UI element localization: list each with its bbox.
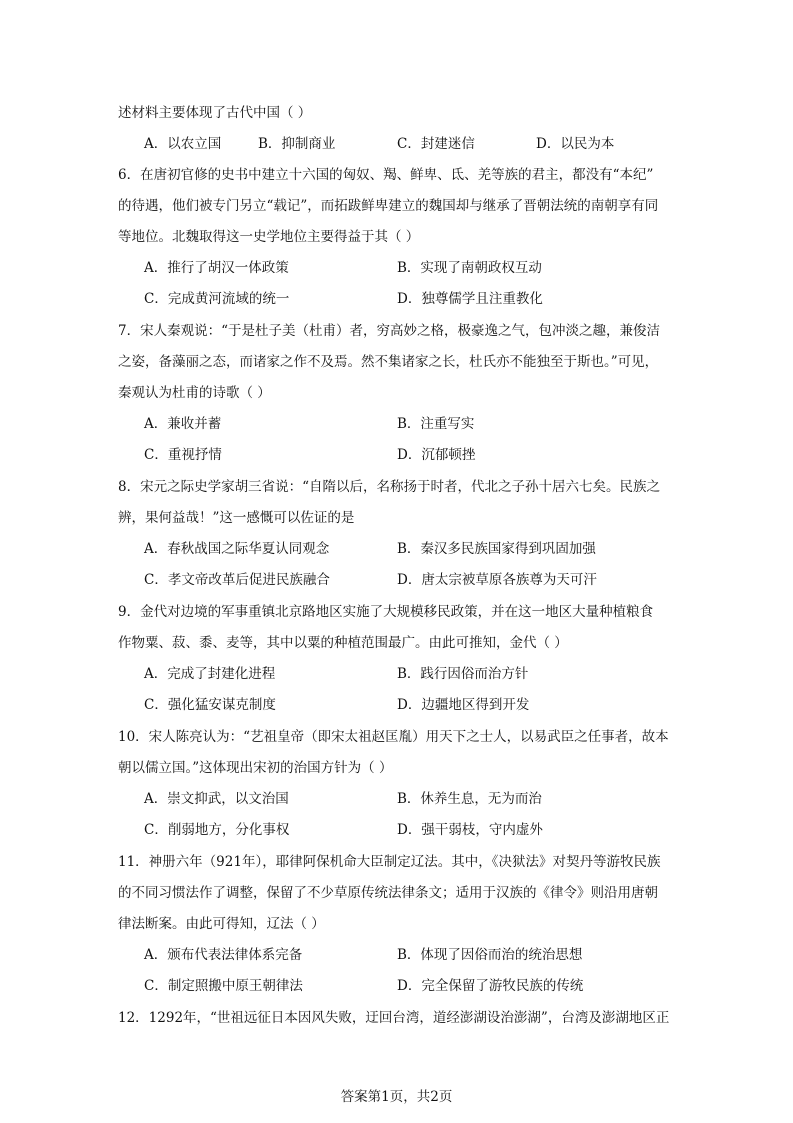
page-footer: 答案第1页，共2页 xyxy=(340,1089,453,1105)
q7-option-a: A．兼收并蓄 xyxy=(144,416,222,432)
q6-option-d: D．独尊儒学且注重教化 xyxy=(397,291,543,307)
q11-option-a: A．颁布代表法律体系完备 xyxy=(144,947,303,963)
q7-stem-line-3: 秦观认为杜甫的诗歌（ ） xyxy=(118,385,271,401)
q9-stem-line-1: 9．金代对边境的军事重镇北京路地区实施了大规模移民政策，并在这一地区大量种植粮食 xyxy=(118,604,654,620)
q6-option-b: B．实现了南朝政权互动 xyxy=(397,260,542,276)
q10-stem-line-2: 朝以儒立国。”这体现出宋初的治国方针为（ ） xyxy=(118,760,393,776)
q7-option-c: C．重视抒情 xyxy=(144,447,222,463)
q11-option-c: C．制定照搬中原王朝律法 xyxy=(144,978,303,994)
q7-option-b: B．注重写实 xyxy=(397,416,475,432)
q10-option-b: B．休养生息，无为而治 xyxy=(397,791,542,807)
q8-stem-line-2: 辨，果何益哉！”这一感慨可以佐证的是 xyxy=(118,510,355,526)
q5-option-d: D．以民为本 xyxy=(536,136,615,152)
q10-stem-line-1: 10．宋人陈亮认为：“艺祖皇帝（即宋太祖赵匡胤）用天下之士人，以易武臣之任事者，故本 xyxy=(118,729,669,745)
q11-stem-line-2: 的不同习惯法作了调整，保留了不少草原传统法律条文；适用于汉族的《律令》则沿用唐朝 xyxy=(118,885,658,901)
q6-option-c: C．完成黄河流域的统一 xyxy=(144,291,290,307)
q7-option-d: D．沉郁顿挫 xyxy=(397,447,476,463)
q5-option-b: B．抑制商业 xyxy=(258,136,336,152)
q8-stem-line-1: 8．宋元之际史学家胡三省说：“自隋以后，名称扬于时者，代北之子孙十居六七矣。民族之 xyxy=(118,479,660,495)
q6-stem-line-3: 等地位。北魏取得这一史学地位主要得益于其（ ） xyxy=(118,229,420,245)
q6-stem-line-2: 的待遇，他们被专门另立“载记”，而拓跋鲜卑建立的魏国却与继承了晋朝法统的南朝享有同 xyxy=(118,198,659,214)
q8-option-a: A．春秋战国之际华夏认同观念 xyxy=(144,541,330,557)
q11-option-b: B．体现了因俗而治的统治思想 xyxy=(397,947,583,963)
q5-option-c: C．封建迷信 xyxy=(397,136,475,152)
q9-option-c: C．强化猛安谋克制度 xyxy=(144,697,276,713)
q8-option-c: C．孝文帝改革后促进民族融合 xyxy=(144,572,330,588)
q10-option-c: C．削弱地方，分化事权 xyxy=(144,822,290,838)
q9-option-b: B．践行因俗而治方针 xyxy=(397,666,529,682)
q11-stem-line-3: 律法断案。由此可得知，辽法（ ） xyxy=(118,916,325,932)
q11-option-d: D．完全保留了游牧民族的传统 xyxy=(397,978,584,994)
q12-stem-line-1: 12．1292年，“世祖远征日本因风失败，迂回台湾，道经澎湖设治澎湖”，台湾及澎湖地区正 xyxy=(118,1010,670,1026)
q5-stem-tail: 述材料主要体现了古代中国（ ） xyxy=(118,105,312,121)
q5-option-a: A．以农立国 xyxy=(144,136,222,152)
q7-stem-line-2: 之姿，备藻丽之态，而诸家之作不及焉。然不集诸家之长，杜氏亦不能独至于斯也。”可见， xyxy=(118,354,659,370)
q9-option-a: A．完成了封建化进程 xyxy=(144,666,276,682)
q9-stem-line-2: 作物粟、菽、黍、麦等，其中以粟的种植范围最广。由此可推知，金代（ ） xyxy=(118,635,568,651)
q8-option-b: B．秦汉多民族国家得到巩固加强 xyxy=(397,541,596,557)
q6-option-a: A．推行了胡汉一体政策 xyxy=(144,260,289,276)
q10-option-a: A．崇文抑武，以文治国 xyxy=(144,791,289,807)
q11-stem-line-1: 11．神册六年（921年），耶律阿保机命大臣制定辽法。其中，《决狱法》对契丹等游牧民族 xyxy=(118,854,661,870)
q9-option-d: D．边疆地区得到开发 xyxy=(397,697,530,713)
q7-stem-line-1: 7．宋人秦观说：“于是杜子美（杜甫）者，穷高妙之格，极豪逸之气，包冲淡之趣，兼俊洁 xyxy=(118,323,660,339)
q10-option-d: D．强干弱枝，守内虚外 xyxy=(397,822,543,838)
q8-option-d: D．唐太宗被草原各族尊为天可汗 xyxy=(397,572,597,588)
q6-stem-line-1: 6．在唐初官修的史书中建立十六国的匈奴、羯、鲜卑、氐、羌等族的君主，都没有“本纪” xyxy=(118,167,654,183)
